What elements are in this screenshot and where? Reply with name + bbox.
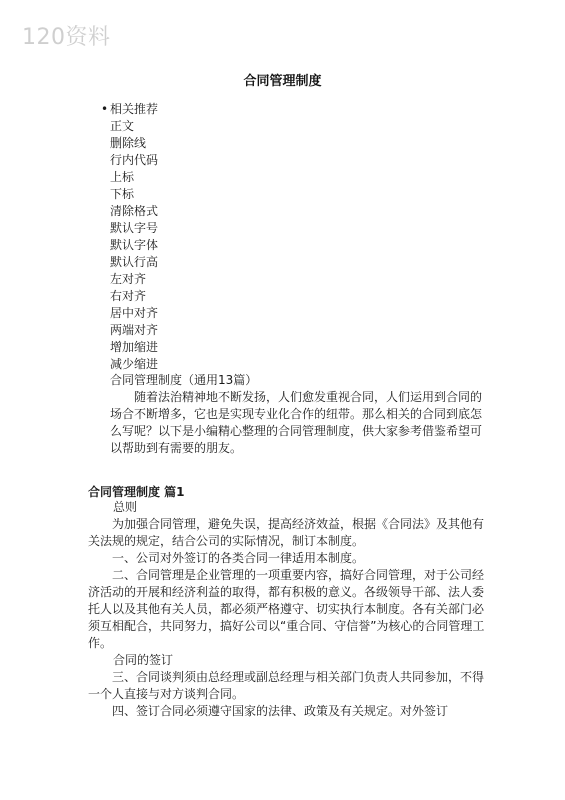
- watermark: 120资料: [22, 25, 111, 50]
- body-paragraph: 四、签订合同必须遵守国家的法律、政策及有关规定。对外签订: [112, 704, 449, 718]
- subheading-general: 总则: [113, 500, 138, 514]
- body-paragraph: 三、合同谈判须由总经理或副总经理与相关部门负责人共同参加，不得一个人直接与对方谈判合同。: [88, 670, 485, 701]
- menu-item-default-line-height[interactable]: 默认行高: [110, 255, 159, 269]
- menu-item-body[interactable]: 正文: [110, 119, 135, 133]
- menu-item-justify[interactable]: 两端对齐: [110, 323, 159, 337]
- menu-item-default-font[interactable]: 默认字体: [110, 238, 159, 252]
- menu-item-outdent[interactable]: 减少缩进: [110, 357, 159, 371]
- intro-paragraph: 随着法治精神地不断发扬，人们愈发重视合同，人们运用到合同的场合不断增多，它也是实现专业化合作的纽带。那么相关的合同到底怎么写呢？以下是小编精心整理的合同管理制度，供大家参考借鉴希望可以帮助到有需要的朋友。: [110, 390, 483, 455]
- menu-label: 相关推荐: [110, 102, 159, 116]
- menu-item-inline-code[interactable]: 行内代码: [110, 153, 159, 167]
- body-paragraph: 一、公司对外签订的各类合同一律适用本制度。: [112, 551, 365, 565]
- body-paragraph: 二、合同管理是企业管理的一项重要内容，搞好合同管理，对于公司经济活动的开展和经济利益的取得，都有积极的意义。各级领导干部、法人委托人以及其他有关人员，都必须严格遵守、切实执行本制度。各有关部门必须互相配合，共同努力，搞好公司以“重合同、守信誉”为核心的合同管理工作。: [88, 568, 485, 650]
- menu-item-align-center[interactable]: 居中对齐: [110, 306, 159, 320]
- menu-item-default-size[interactable]: 默认字号: [110, 221, 159, 235]
- section-heading: 合同管理制度 篇1: [88, 485, 185, 499]
- subheading-signing: 合同的签订: [113, 653, 174, 667]
- page-title: 合同管理制度: [243, 74, 322, 89]
- section-body: [88, 499, 488, 720]
- menu-item-align-left[interactable]: 左对齐: [110, 272, 147, 286]
- intro-block: [110, 372, 488, 457]
- related-menu: [101, 101, 159, 373]
- subtitle: 合同管理制度（通用13篇）: [110, 373, 258, 387]
- menu-item-clear-format[interactable]: 清除格式: [110, 204, 159, 218]
- menu-item-subscript[interactable]: 下标: [110, 187, 135, 201]
- menu-item-related[interactable]: [101, 101, 159, 118]
- bullet-icon: •: [101, 102, 109, 116]
- menu-item-superscript[interactable]: 上标: [110, 170, 135, 184]
- menu-item-strikethrough[interactable]: 删除线: [110, 136, 147, 150]
- body-paragraph: 为加强合同管理，避免失误，提高经济效益，根据《合同法》及其他有关法规的规定，结合公司的实际情况，制订本制度。: [88, 517, 485, 548]
- menu-item-align-right[interactable]: 右对齐: [110, 289, 147, 303]
- menu-item-indent[interactable]: 增加缩进: [110, 340, 159, 354]
